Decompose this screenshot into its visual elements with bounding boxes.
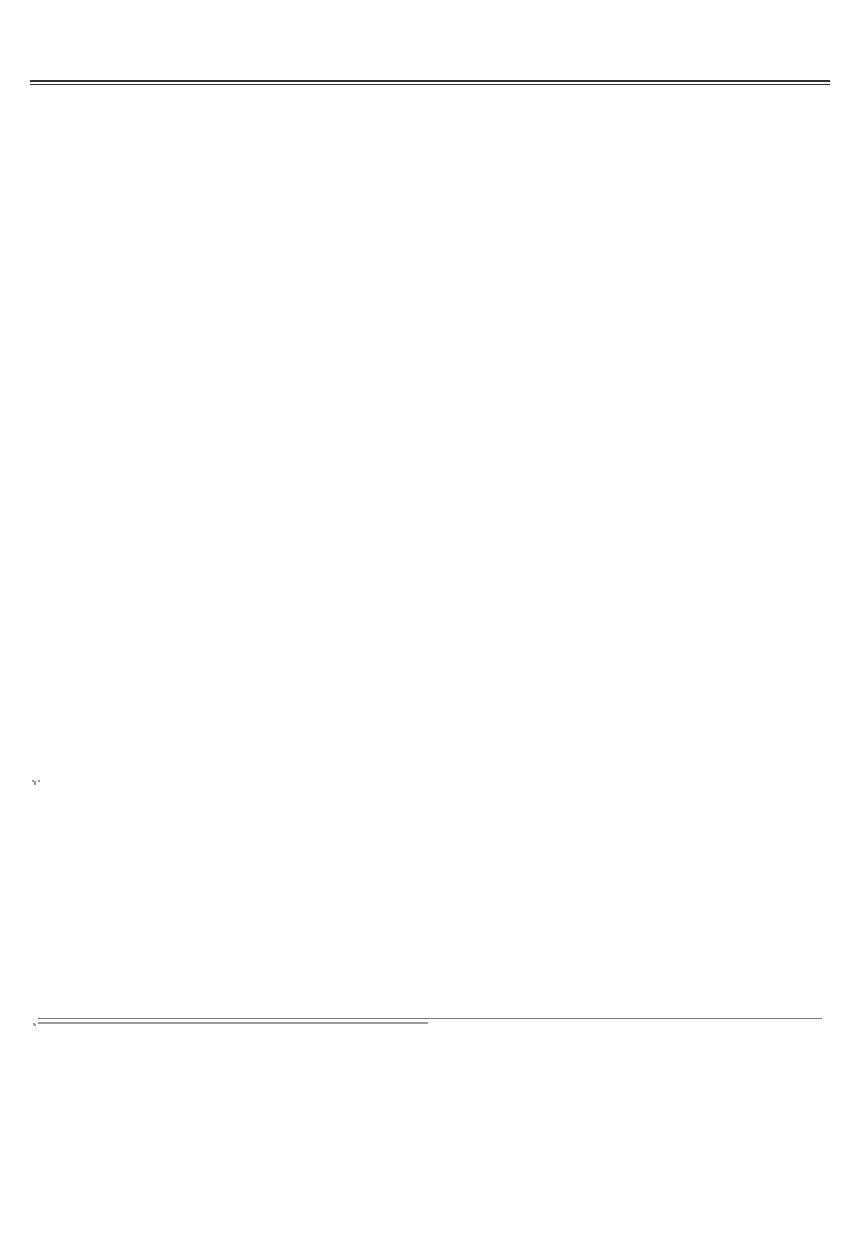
masthead-rule-thin xyxy=(30,84,830,85)
meeting-attachment-column xyxy=(628,122,822,1012)
masthead-rule xyxy=(30,80,830,82)
section-divider xyxy=(38,1018,822,1019)
spacer-7 xyxy=(38,780,40,782)
spacer-6 xyxy=(34,781,36,783)
notice-shareholder-meeting xyxy=(428,122,622,1012)
spacer-3 xyxy=(34,1024,36,1026)
continued-text-column xyxy=(38,122,223,1012)
placeholder xyxy=(38,1022,428,1024)
notice-document-revision xyxy=(228,283,422,1015)
notice-extend-resolution xyxy=(228,122,422,280)
masthead xyxy=(30,34,830,76)
